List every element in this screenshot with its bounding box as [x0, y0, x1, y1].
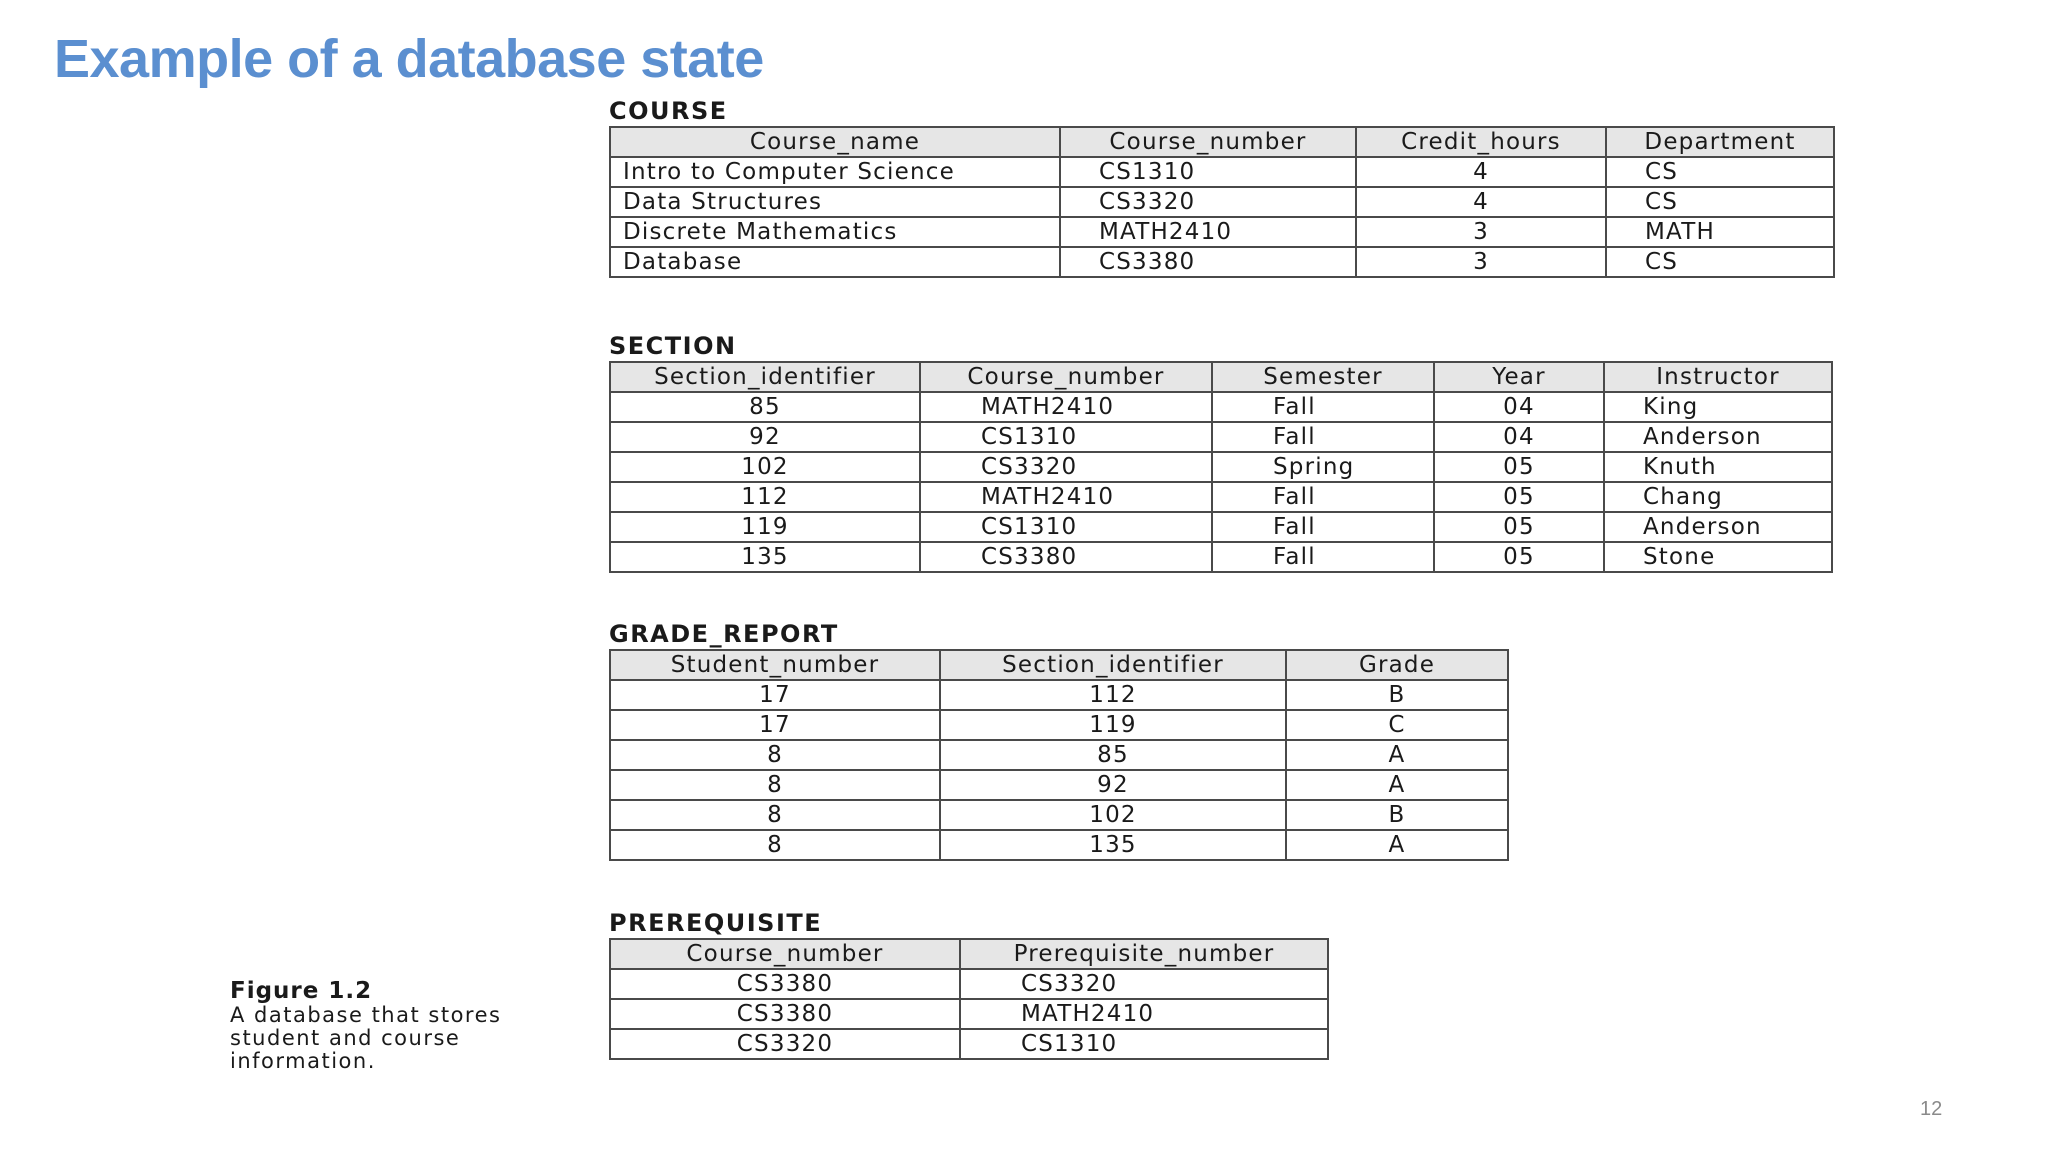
table-row	[610, 217, 1834, 247]
column-header: Department	[1606, 127, 1834, 157]
table-cell: Knuth	[1604, 452, 1832, 482]
table-cell: 135	[610, 542, 920, 572]
grade-report-table-block	[609, 621, 1509, 861]
course-table	[609, 126, 1835, 278]
table-cell: MATH2410	[920, 482, 1212, 512]
table-cell: CS1310	[960, 1029, 1328, 1059]
table-cell: Anderson	[1604, 422, 1832, 452]
table-row	[610, 969, 1328, 999]
table-cell: 112	[940, 680, 1286, 710]
table-row	[610, 800, 1508, 830]
table-header-row	[610, 127, 1834, 157]
table-row	[610, 482, 1832, 512]
column-header: Year	[1434, 362, 1604, 392]
table-cell: 05	[1434, 452, 1604, 482]
table-cell: 3	[1356, 247, 1606, 277]
grade-report-table-caption: GRADE_REPORT	[609, 620, 839, 648]
table-row	[610, 1029, 1328, 1059]
table-cell: King	[1604, 392, 1832, 422]
table-cell: CS3320	[1060, 187, 1356, 217]
table-cell: Stone	[1604, 542, 1832, 572]
table-cell: 119	[940, 710, 1286, 740]
table-cell: CS	[1606, 247, 1834, 277]
table-cell: 8	[610, 740, 940, 770]
column-header: Section_identifier	[610, 362, 920, 392]
column-header: Course_number	[610, 939, 960, 969]
column-header: Instructor	[1604, 362, 1832, 392]
table-row	[610, 770, 1508, 800]
slide-title: Example of a database state	[54, 29, 764, 89]
column-header: Prerequisite_number	[960, 939, 1328, 969]
table-cell: MATH	[1606, 217, 1834, 247]
table-cell: 17	[610, 710, 940, 740]
table-cell: 04	[1434, 392, 1604, 422]
table-cell: CS3380	[610, 969, 960, 999]
table-cell: CS3320	[960, 969, 1328, 999]
table-row	[610, 830, 1508, 860]
table-cell: CS1310	[920, 422, 1212, 452]
column-header: Credit_hours	[1356, 127, 1606, 157]
table-cell: Spring	[1212, 452, 1434, 482]
table-header-row	[610, 939, 1328, 969]
table-cell: 05	[1434, 482, 1604, 512]
table-cell: MATH2410	[960, 999, 1328, 1029]
prerequisite-table-caption: PREREQUISITE	[609, 909, 823, 937]
column-header: Section_identifier	[940, 650, 1286, 680]
table-cell: CS1310	[1060, 157, 1356, 187]
table-cell: Fall	[1212, 482, 1434, 512]
table-row	[610, 999, 1328, 1029]
table-cell: 102	[940, 800, 1286, 830]
table-cell: 112	[610, 482, 920, 512]
table-row	[610, 157, 1834, 187]
table-cell: Fall	[1212, 542, 1434, 572]
table-cell: Anderson	[1604, 512, 1832, 542]
table-cell: Fall	[1212, 422, 1434, 452]
page-number: 12	[1920, 1098, 1943, 1120]
column-header: Course_number	[920, 362, 1212, 392]
table-row	[610, 680, 1508, 710]
prerequisite-table-block	[609, 910, 1329, 1060]
table-cell: 05	[1434, 512, 1604, 542]
table-cell: CS3380	[920, 542, 1212, 572]
table-cell: 4	[1356, 187, 1606, 217]
table-cell: 8	[610, 770, 940, 800]
column-header: Student_number	[610, 650, 940, 680]
table-cell: Intro to Computer Science	[610, 157, 1060, 187]
table-header-row	[610, 362, 1832, 392]
figure-caption	[230, 978, 610, 1073]
table-cell: 4	[1356, 157, 1606, 187]
table-cell: 04	[1434, 422, 1604, 452]
table-cell: C	[1286, 710, 1508, 740]
table-row	[610, 187, 1834, 217]
section-table	[609, 361, 1833, 573]
course-table-caption: COURSE	[609, 97, 728, 125]
table-row	[610, 710, 1508, 740]
table-cell: Chang	[1604, 482, 1832, 512]
column-header: Grade	[1286, 650, 1508, 680]
table-row	[610, 512, 1832, 542]
table-cell: Data Structures	[610, 187, 1060, 217]
table-cell: 85	[940, 740, 1286, 770]
table-cell: 05	[1434, 542, 1604, 572]
table-cell: B	[1286, 800, 1508, 830]
table-cell: Fall	[1212, 392, 1434, 422]
table-cell: CS3320	[920, 452, 1212, 482]
table-cell: MATH2410	[1060, 217, 1356, 247]
table-cell: CS3320	[610, 1029, 960, 1059]
table-cell: 102	[610, 452, 920, 482]
section-table-caption: SECTION	[609, 332, 737, 360]
table-row	[610, 247, 1834, 277]
table-cell: CS3380	[610, 999, 960, 1029]
figure-description: A database that stores student and course information.	[230, 1003, 502, 1073]
column-header: Course_name	[610, 127, 1060, 157]
table-cell: 3	[1356, 217, 1606, 247]
table-cell: A	[1286, 830, 1508, 860]
table-cell: 17	[610, 680, 940, 710]
table-cell: 119	[610, 512, 920, 542]
table-cell: 92	[940, 770, 1286, 800]
column-header: Semester	[1212, 362, 1434, 392]
table-header-row	[610, 650, 1508, 680]
table-row	[610, 542, 1832, 572]
table-cell: 92	[610, 422, 920, 452]
grade-report-table	[609, 649, 1509, 861]
table-cell: 85	[610, 392, 920, 422]
table-cell: Database	[610, 247, 1060, 277]
table-cell: CS1310	[920, 512, 1212, 542]
table-cell: 135	[940, 830, 1286, 860]
table-cell: Fall	[1212, 512, 1434, 542]
prerequisite-table	[609, 938, 1329, 1060]
table-row	[610, 740, 1508, 770]
table-cell: CS	[1606, 187, 1834, 217]
figure-label: Figure 1.2	[230, 978, 373, 1004]
column-header: Course_number	[1060, 127, 1356, 157]
table-cell: B	[1286, 680, 1508, 710]
table-row	[610, 392, 1832, 422]
table-cell: Discrete Mathematics	[610, 217, 1060, 247]
table-cell: CS3380	[1060, 247, 1356, 277]
table-cell: 8	[610, 830, 940, 860]
table-cell: CS	[1606, 157, 1834, 187]
table-cell: A	[1286, 740, 1508, 770]
table-row	[610, 452, 1832, 482]
table-cell: 8	[610, 800, 940, 830]
course-table-block	[609, 98, 1835, 278]
table-cell: A	[1286, 770, 1508, 800]
section-table-block	[609, 333, 1833, 573]
table-cell: MATH2410	[920, 392, 1212, 422]
table-row	[610, 422, 1832, 452]
